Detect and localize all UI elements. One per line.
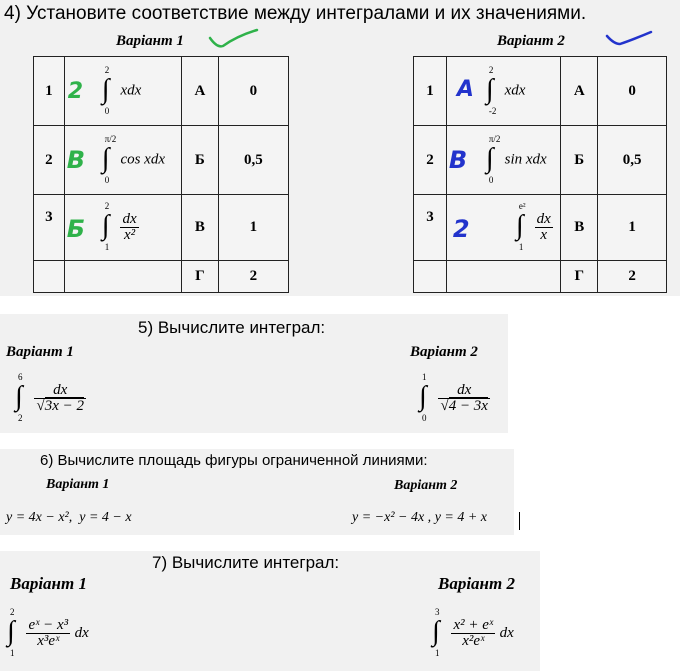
- check-icon: [207, 26, 259, 50]
- integral-cell: А ∫ 2 -2 xdx: [446, 57, 560, 126]
- answer-letter: Б: [182, 126, 219, 195]
- integrand: cos xdx: [120, 151, 165, 168]
- row-number: 2: [414, 126, 447, 195]
- answer-value: 0: [218, 57, 288, 126]
- task5-v2-header: Варіант 2: [410, 344, 478, 360]
- task7-v2-header: Варіант 2: [438, 574, 515, 593]
- task4-v2-table: [413, 56, 667, 293]
- integral-cell: В ∫ π/2 0 sin xdx: [446, 126, 560, 195]
- task7-v2-integral: ∫ 3 1 $\frac{\text{x² + eˣ}}{\text{x²eˣ}}$ dx: [432, 607, 514, 658]
- task7-v1-integral: ∫ 2 1 $\frac{\text{eˣ − x³}}{\text{x³eˣ}}$ dx: [7, 607, 89, 658]
- row-number: 3: [414, 195, 447, 261]
- handwritten-mark: 2: [67, 79, 83, 104]
- answer-value: 2: [598, 261, 667, 293]
- task5-title: 5) Вычислите интеграл:: [138, 318, 326, 337]
- task4-title: 4) Установите соответствие между интегралами и их значениями.: [4, 3, 587, 24]
- handwritten-mark: В: [448, 146, 468, 174]
- task4-v2-header: Варіант 2: [497, 33, 565, 49]
- task6-v1-equations: y = 4x − x², y = 4 − x: [6, 510, 132, 525]
- task7-title: 7) Вычислите интеграл:: [152, 553, 340, 572]
- task6-v1-header: Варіант 1: [46, 477, 110, 492]
- task5-v2-integral: ∫ 1 0 $\frac{dx}{√4 - 3x}$: [419, 372, 488, 423]
- answer-letter: Г: [561, 261, 598, 293]
- answer-value: 1: [598, 195, 667, 261]
- task4-v1-header: Варіант 1: [116, 33, 184, 49]
- row-number: [34, 261, 65, 293]
- integral-cell: 2 ∫ 2 0 xdx: [64, 57, 181, 126]
- answer-letter: А: [561, 57, 598, 126]
- task5-v1-integral: ∫ 6 2 $\frac{dx}{√3x - 2}$: [15, 372, 84, 423]
- handwritten-mark: В: [66, 146, 85, 174]
- integral-cell: В ∫ π/2 0 cos xdx: [64, 126, 181, 195]
- task7-v1-header: Варіант 1: [10, 574, 87, 593]
- integral-cell: 2 ∫ e² 1 $\frac{dx}{x}$: [446, 195, 560, 261]
- row-number: 1: [34, 57, 65, 126]
- row-number: 2: [34, 126, 65, 195]
- task6-v2-equations: y = −x² − 4x , y = 4 + x: [352, 510, 488, 525]
- answer-value: 0: [598, 57, 667, 126]
- row-number: 3: [34, 195, 65, 261]
- row-number: [414, 261, 447, 293]
- handwritten-mark: Б: [66, 215, 85, 243]
- answer-letter: В: [182, 195, 219, 261]
- handwritten-mark: А: [456, 77, 474, 102]
- answer-letter: Б: [561, 126, 598, 195]
- answer-value: 0,5: [598, 126, 667, 195]
- handwritten-mark: 2: [452, 215, 470, 243]
- task6-v2-header: Варіант 2: [394, 478, 458, 493]
- answer-letter: А: [182, 57, 219, 126]
- check-icon: [604, 28, 654, 48]
- task5-v1-header: Варіант 1: [6, 344, 74, 360]
- task4-v1-table: [33, 56, 289, 293]
- integrand: xdx: [504, 82, 526, 99]
- integral-cell: Б ∫ 2 1 $\frac{dx}{\text{x²}}$: [64, 195, 181, 261]
- answer-value: 1: [218, 195, 288, 261]
- integrand: sin xdx: [504, 151, 547, 168]
- task6-title: 6) Вычислите площадь фигуры ограниченной линиями:: [40, 452, 428, 469]
- integrand: xdx: [120, 82, 142, 99]
- text-cursor: [519, 512, 520, 530]
- answer-value: 2: [218, 261, 288, 293]
- answer-letter: В: [561, 195, 598, 261]
- answer-value: 0,5: [218, 126, 288, 195]
- row-number: 1: [414, 57, 447, 126]
- answer-letter: Г: [182, 261, 219, 293]
